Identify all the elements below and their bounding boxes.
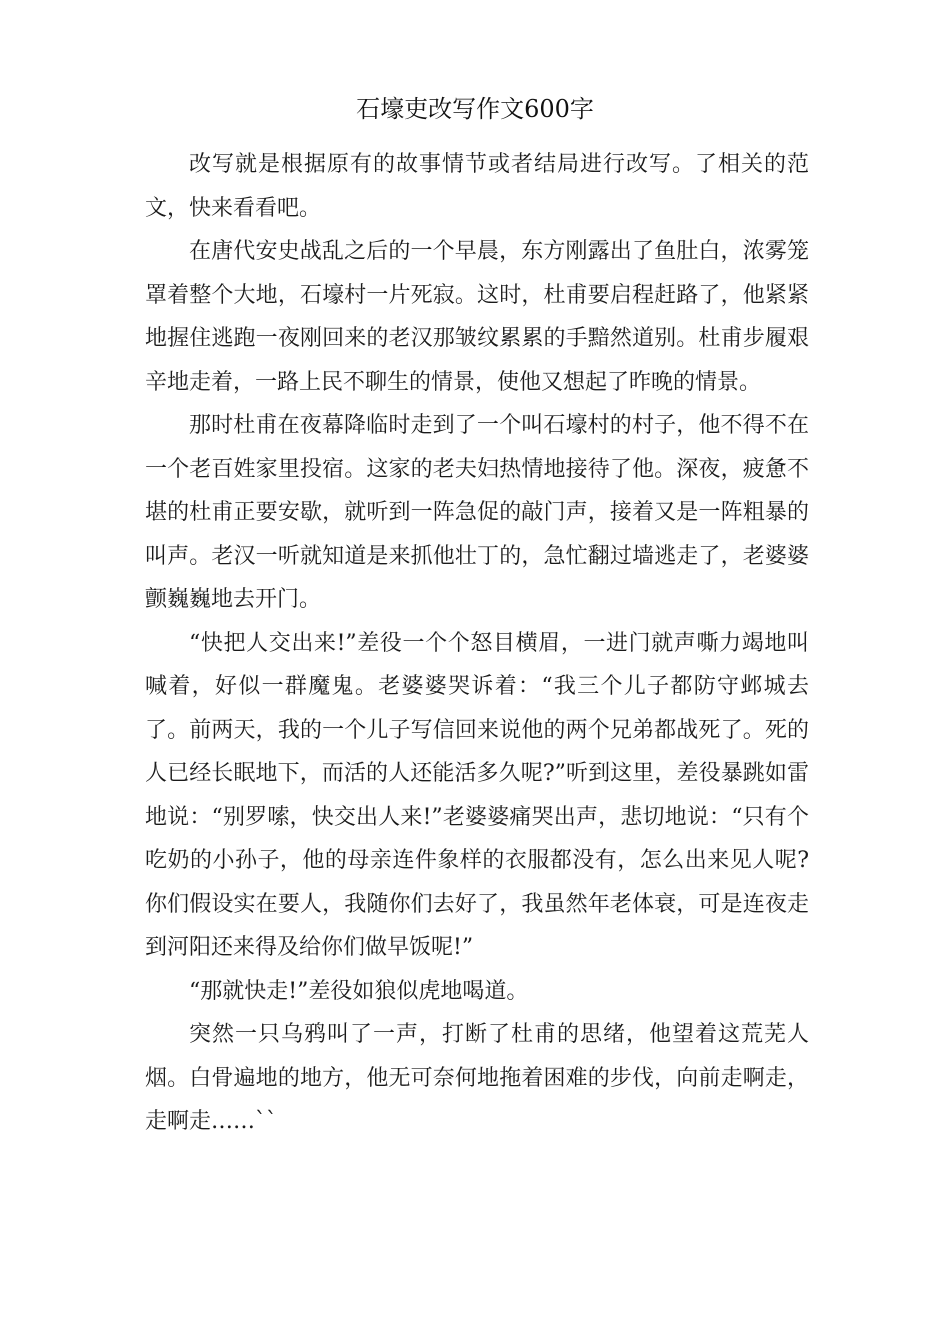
paragraph: 在唐代安史战乱之后的一个早晨，东方刚露出了鱼肚白，浓雾笼罩着整个大地，石壕村一片死寂。这时，杜甫要启程赶路了，他紧紧地握住逃跑一夜刚回来的老汉那皱纹累累的手黯然道别。杜甫步履艰辛地走着，一路上民不聊生的情景，使他又想起了昨晚的情景。 bbox=[145, 239, 809, 395]
document-title: 石壕吏改写作文600字 bbox=[356, 95, 594, 123]
paragraph: 改写就是根据原有的故事情节或者结局进行改写。了相关的范文，快来看看吧。 bbox=[145, 152, 809, 221]
paragraph: 那时杜甫在夜幕降临时走到了一个叫石壕村的村子，他不得不在一个老百姓家里投宿。这家的老夫妇热情地接待了他。深夜，疲惫不堪的杜甫正要安歇，就听到一阵急促的敲门声，接着又是一阵粗暴的叫声。老汉一听就知道是来抓他壮丁的，急忙翻过墙逃走了，老婆婆颤巍巍地去开门。 bbox=[145, 413, 809, 612]
document-body bbox=[145, 143, 809, 1144]
paragraph: 突然一只乌鸦叫了一声，打断了杜甫的思绪，他望着这荒芜人烟。白骨遍地的地方，他无可奈何地拖着困难的步伐，向前走啊走，走啊走……`` bbox=[145, 1022, 809, 1134]
paragraph: “快把人交出来!”差役一个个怒目横眉，一进门就声嘶力竭地叫喊着，好似一群魔鬼。老婆婆哭诉着：“我三个儿子都防守邺城去了。前两天，我的一个儿子写信回来说他的两个兄弟都战死了。死的人已经长眠地下，而活的人还能活多久呢?”听到这里，差役暴跳如雷地说：“别罗嗦，快交出人来!”老婆婆痛哭出声，悲切地说：“只有个吃奶的小孙子，他的母亲连件象样的衣服都没有，怎么出来见人呢?你们假设实在要人，我随你们去好了，我虽然年老体衰，可是连夜走到河阳还来得及给你们做早饭呢!” bbox=[145, 630, 809, 960]
paragraph: “那就快走!”差役如狼似虎地喝道。 bbox=[189, 978, 529, 1004]
